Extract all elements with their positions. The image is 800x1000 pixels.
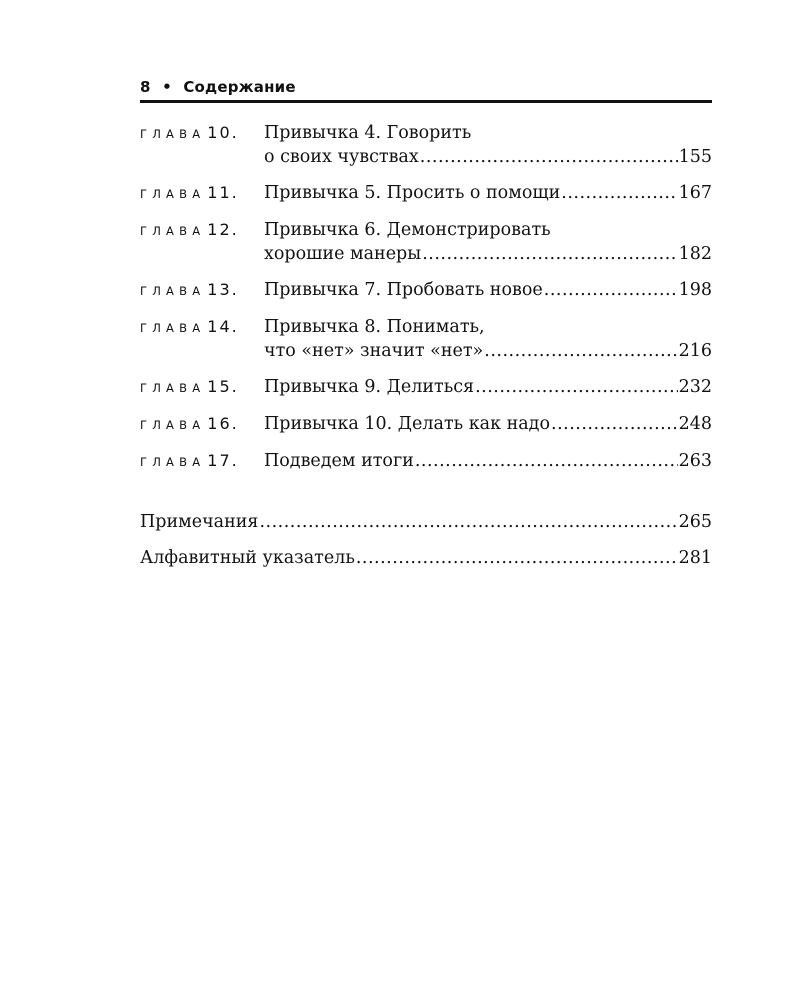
dot-leader: [551, 412, 678, 436]
chapter-title-line1: [264, 375, 712, 399]
chapter-page: 232: [678, 377, 712, 397]
back-matter-title: Примечания: [140, 512, 259, 532]
back-matter-line: [140, 510, 712, 534]
toc-entry-chapter-13[interactable]: [140, 278, 712, 303]
chapter-page: 216: [678, 341, 712, 361]
chapter-page: 198: [678, 280, 712, 300]
chapter-title-continued: что «нет» значит «нет»: [264, 341, 484, 361]
dot-leader: [484, 339, 677, 363]
chapter-label: [140, 218, 264, 243]
chapter-body: [264, 449, 712, 473]
chapter-label: [140, 449, 264, 474]
chapter-word: ГЛАВА: [140, 224, 206, 238]
section-title: Содержание: [183, 78, 296, 96]
chapter-word: ГЛАВА: [140, 455, 206, 469]
chapter-page: 263: [678, 451, 712, 471]
chapter-title-line1: [264, 278, 712, 302]
chapter-title: Привычка 5. Просить о помощи: [264, 183, 561, 203]
chapter-word: ГЛАВА: [140, 127, 206, 141]
chapter-page: 167: [678, 183, 712, 203]
dot-leader: [422, 242, 677, 266]
toc-entry-chapter-16[interactable]: [140, 412, 712, 437]
chapter-label: [140, 315, 264, 340]
running-head: [140, 75, 712, 97]
chapter-body: [264, 218, 712, 266]
header-rule: [140, 100, 712, 103]
chapter-label: [140, 121, 264, 146]
chapter-title-line1: [264, 412, 712, 436]
toc-entry-chapter-15[interactable]: [140, 375, 712, 400]
toc-entry-chapter-17[interactable]: [140, 449, 712, 474]
chapter-number: 14.: [207, 317, 239, 336]
dot-leader: [544, 278, 678, 302]
chapter-title-line2: [264, 339, 712, 363]
dot-leader: [415, 449, 678, 473]
chapter-body: [264, 412, 712, 436]
chapter-title-line1: Привычка 8. Понимать,: [264, 317, 485, 337]
chapter-page: 155: [678, 147, 712, 167]
chapter-title: Подведем итоги: [264, 451, 414, 471]
dot-leader: [475, 375, 678, 399]
chapter-number: 10.: [207, 123, 239, 142]
chapter-title-continued: о своих чувствах: [264, 147, 419, 167]
toc-entry-notes[interactable]: [140, 510, 712, 534]
chapter-title-line1: [264, 181, 712, 205]
toc-entry-chapter-12[interactable]: [140, 218, 712, 266]
separator-bullet: •: [162, 78, 172, 96]
chapter-title: Привычка 9. Делиться: [264, 377, 475, 397]
chapter-label: [140, 181, 264, 206]
page-number: 8: [140, 78, 151, 96]
chapter-number: 11.: [207, 183, 239, 202]
chapter-number: 15.: [207, 377, 239, 396]
dot-leader: [259, 510, 677, 534]
chapter-title-continued: хорошие манеры: [264, 244, 422, 264]
chapter-page: 248: [678, 414, 712, 434]
chapter-body: [264, 121, 712, 169]
chapter-title-line1: Привычка 4. Говорить: [264, 123, 472, 143]
chapter-number: 16.: [207, 414, 239, 433]
toc-entry-index[interactable]: [140, 546, 712, 570]
chapter-title: Привычка 10. Делать как надо: [264, 414, 550, 434]
section-gap: [140, 486, 712, 510]
dot-leader: [561, 181, 677, 205]
chapter-word: ГЛАВА: [140, 187, 206, 201]
book-page: [140, 75, 712, 582]
chapter-title-line2: [264, 242, 712, 266]
chapter-title: Привычка 7. Пробовать новое: [264, 280, 543, 300]
chapter-word: ГЛАВА: [140, 321, 206, 335]
back-matter-page: 265: [678, 512, 712, 532]
dot-leader: [356, 546, 678, 570]
chapter-label: [140, 278, 264, 303]
chapter-title-line1: [264, 449, 712, 473]
toc-entry-chapter-11[interactable]: [140, 181, 712, 206]
table-of-contents: [140, 121, 712, 570]
chapter-word: ГЛАВА: [140, 381, 206, 395]
chapter-number: 12.: [207, 220, 239, 239]
chapter-number: 17.: [207, 451, 239, 470]
chapter-label: [140, 375, 264, 400]
chapter-body: [264, 181, 712, 205]
toc-entry-chapter-14[interactable]: [140, 315, 712, 363]
chapter-title-line2: [264, 145, 712, 169]
chapter-word: ГЛАВА: [140, 418, 206, 432]
dot-leader: [420, 145, 678, 169]
toc-entry-chapter-10[interactable]: [140, 121, 712, 169]
chapter-body: [264, 315, 712, 363]
chapter-body: [264, 278, 712, 302]
back-matter-line: [140, 546, 712, 570]
chapter-word: ГЛАВА: [140, 284, 206, 298]
chapter-page: 182: [678, 244, 712, 264]
back-matter-title: Алфавитный указатель: [140, 548, 355, 568]
chapter-number: 13.: [207, 280, 239, 299]
chapter-label: [140, 412, 264, 437]
chapter-body: [264, 375, 712, 399]
chapter-title-line1: Привычка 6. Демонстрировать: [264, 220, 551, 240]
back-matter-page: 281: [678, 548, 712, 568]
